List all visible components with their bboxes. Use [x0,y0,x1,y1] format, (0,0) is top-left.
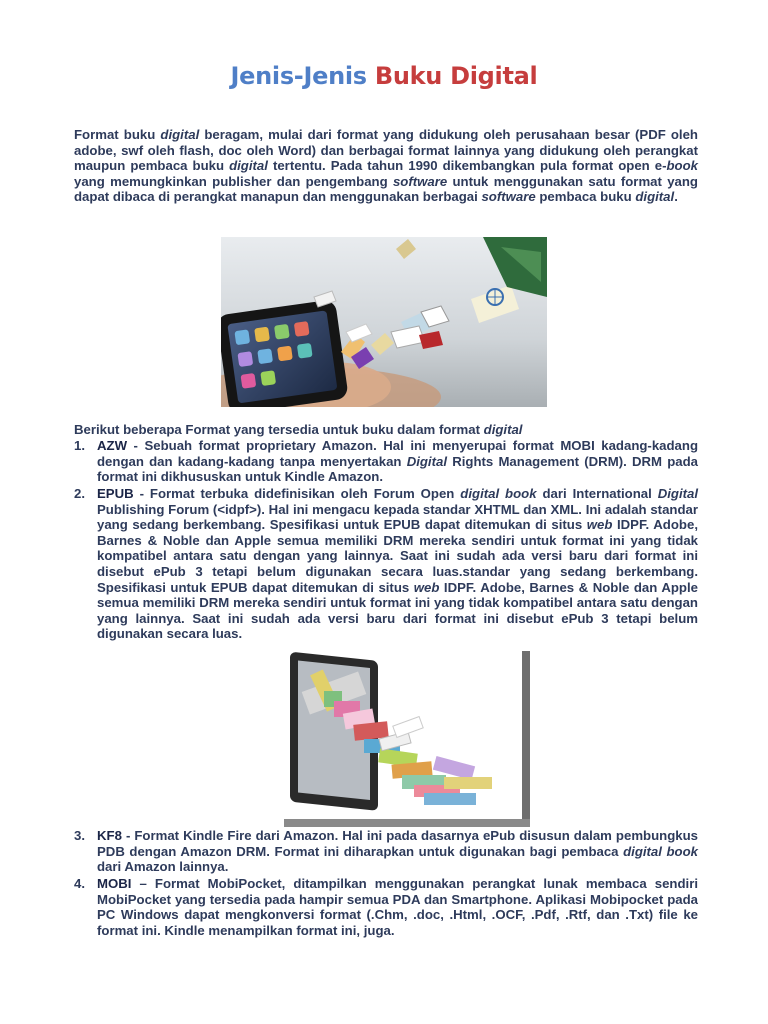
title-part-2: Buku Digital [374,62,538,90]
page-title [0,62,768,90]
list-item-mobi: 4. MOBI – Format MobiPocket, ditampilkan menggunakan perangkat lunak membaca sendiri MobiPocket yang tersedia pada hampir semua PDA dan Smartphone. Aplikasi Mobipocket pada PC Windows dapat mengkonversi format (.Chm, .doc, .Html, .OCF, .Pdf, .Rtf, dan .Txt) file ke format ini. Kindle menampilkan format ini, juga. [74,876,698,938]
format-key-kf8: KF8 [97,828,122,843]
format-key-azw: AZW [97,438,128,453]
format-key-epub: EPUB [97,486,134,501]
list-item-epub: 2. EPUB - Format terbuka didefinisikan oleh Forum Open digital book dari International Digital Publishing Forum (<idpf>). Hal ini mengacu kepada standar XHTML dan XML. Ini adalah standar yang sedang berkembang. Spesifikasi untuk EPUB dapat ditemukan di situs web IDPF. Adobe, Barnes & Noble dan Apple semua memiliki DRM mereka sendiri untuk format ini yang tidak kompatibel antara satu dengan yang lainnya. Saat ini sudah ada versi baru dari format ini disebut ePub 3 tetapi belum digunakan secara luas.standar yang sedang berkembang. Spesifikasi untuk EPUB dapat ditemukan di situs web IDPF. Adobe, Barnes & Noble dan Apple semua memiliki DRM mereka sendiri untuk format ini yang tidak kompatibel antara satu dengan yang lainnya. Saat ini sudah ada versi baru dari format ini disebut ePub 3 tetapi belum digunakan secara luas. [74,486,698,642]
phone-flying-books-image [221,237,547,407]
tablet-books-image [284,651,532,827]
list-intro-paragraph: Berikut beberapa Format yang tersedia untuk buku dalam format digital [74,422,523,437]
list-item-kf8: 3. KF8 - Format Kindle Fire dari Amazon. Hal ini pada dasarnya ePub disusun dalam pembungkus PDB dengan Amazon DRM. Format ini diharapkan untuk digunakan bagi pembaca digital book dari Amazon lainnya. [74,828,698,875]
intro-paragraph: Format buku digital beragam, mulai dari format yang didukung oleh perusahaan besar (PDF oleh adobe, swf oleh flash, doc oleh Word) dan berbagai format lainnya yang didukung oleh perangkat maupun pembaca buku digital tertentu. Pada tahun 1990 dikembangkan pula format open e-book yang memungkinkan publisher dan pengembang software untuk menggunakan satu format yang dapat dibaca di perangkat manapun dan menggunakan berbagai software pembaca buku digital. [74,127,698,205]
list-item-azw: 1. AZW - Sebuah format proprietary Amazon. Hal ini menyerupai format MOBI kadang-kadang dengan dan kadang-kadang tanpa menyertakan Digital Rights Management (DRM). DRM pada format ini dikhususkan untuk Kindle Amazon. [74,438,698,485]
format-key-mobi: MOBI [97,876,132,891]
title-part-1: Jenis-Jenis [230,62,367,90]
